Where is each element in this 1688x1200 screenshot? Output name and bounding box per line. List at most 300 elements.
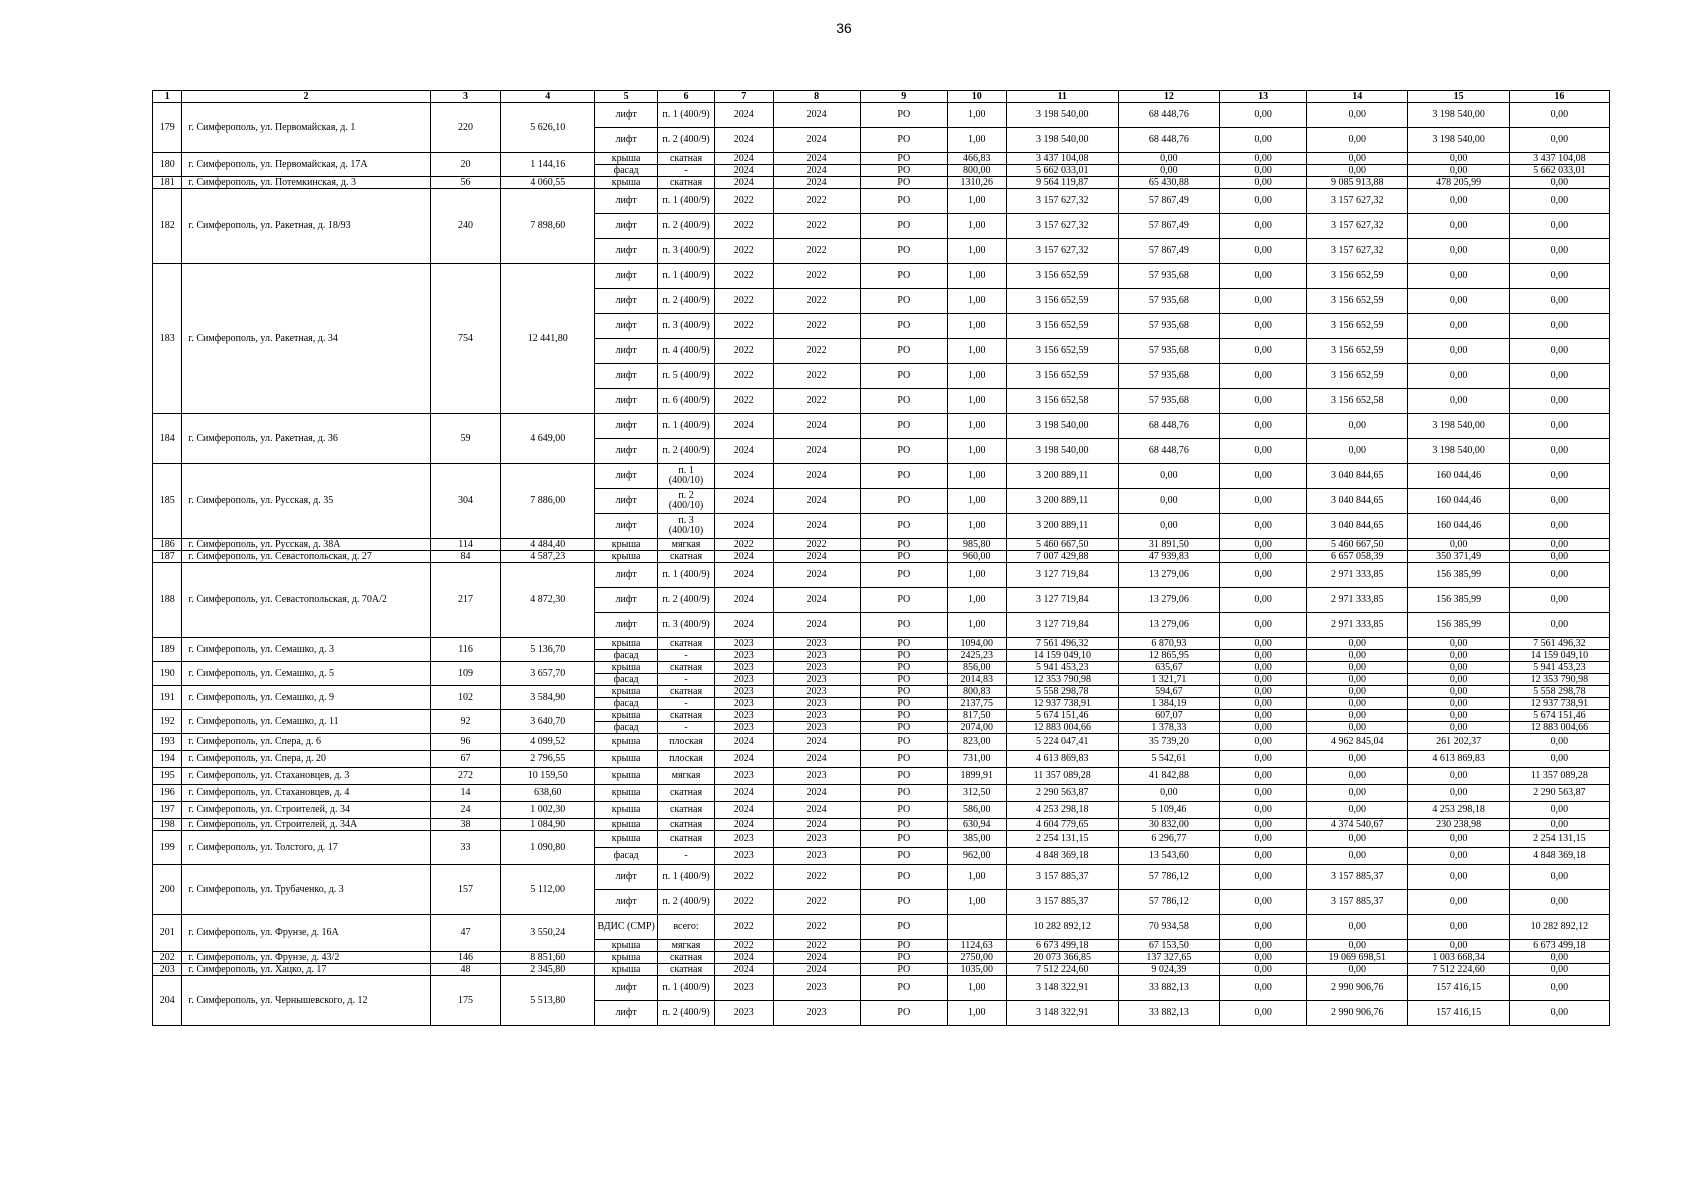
cell-col8: 2022 bbox=[773, 389, 860, 414]
cell-col9: РО bbox=[860, 539, 947, 551]
cell-col8: 2024 bbox=[773, 563, 860, 588]
row-number-cell: 194 bbox=[153, 751, 182, 768]
cell-col3: 92 bbox=[430, 710, 501, 734]
cell-col9: РО bbox=[860, 890, 947, 915]
cell-col14: 0,00 bbox=[1307, 439, 1408, 464]
cell-col9: РО bbox=[860, 339, 947, 364]
cell-col7: 2023 bbox=[714, 662, 773, 674]
cell-col11: 5 941 453,23 bbox=[1006, 662, 1118, 674]
cell-col12: 635,67 bbox=[1118, 662, 1219, 674]
table-row bbox=[153, 662, 1610, 674]
cell-col12: 0,00 bbox=[1118, 489, 1219, 514]
cell-col11: 3 127 719,84 bbox=[1006, 613, 1118, 638]
table-row bbox=[153, 103, 1610, 128]
cell-col3: 272 bbox=[430, 768, 501, 785]
cell-col5: лифт bbox=[595, 214, 658, 239]
cell-col7: 2023 bbox=[714, 686, 773, 698]
cell-col10: 800,00 bbox=[947, 165, 1006, 177]
cell-col13: 0,00 bbox=[1220, 865, 1307, 890]
cell-col10: 962,00 bbox=[947, 848, 1006, 865]
cell-col5: лифт bbox=[595, 613, 658, 638]
cell-col15: 160 044,46 bbox=[1408, 489, 1509, 514]
cell-col15: 0,00 bbox=[1408, 662, 1509, 674]
table-row bbox=[153, 464, 1610, 489]
cell-col10: 856,00 bbox=[947, 662, 1006, 674]
cell-col9: РО bbox=[860, 915, 947, 940]
cell-col16: 0,00 bbox=[1509, 439, 1609, 464]
cell-col3: 96 bbox=[430, 734, 501, 751]
cell-col12: 65 430,88 bbox=[1118, 177, 1219, 189]
cell-col16: 0,00 bbox=[1509, 734, 1609, 751]
cell-col13: 0,00 bbox=[1220, 964, 1307, 976]
cell-col5: лифт bbox=[595, 439, 658, 464]
cell-col9: РО bbox=[860, 588, 947, 613]
cell-col8: 2023 bbox=[773, 650, 860, 662]
cell-col15: 0,00 bbox=[1408, 165, 1509, 177]
table-row bbox=[153, 964, 1610, 976]
cell-col6: п. 2 (400/9) bbox=[658, 289, 715, 314]
cell-col7: 2022 bbox=[714, 289, 773, 314]
cell-col9: РО bbox=[860, 128, 947, 153]
cell-col11: 3 127 719,84 bbox=[1006, 588, 1118, 613]
cell-col13: 0,00 bbox=[1220, 802, 1307, 819]
cell-col15: 0,00 bbox=[1408, 710, 1509, 722]
cell-col15: 478 205,99 bbox=[1408, 177, 1509, 189]
cell-col6: п. 1 (400/9) bbox=[658, 563, 715, 588]
cell-col16: 0,00 bbox=[1509, 189, 1609, 214]
cell-col8: 2023 bbox=[773, 722, 860, 734]
cell-col11: 12 883 004,66 bbox=[1006, 722, 1118, 734]
table-header bbox=[153, 91, 1610, 103]
cell-col7: 2024 bbox=[714, 177, 773, 189]
cell-col6: скатная bbox=[658, 819, 715, 831]
cell-col11: 5 558 298,78 bbox=[1006, 686, 1118, 698]
cell-col11: 12 353 790,98 bbox=[1006, 674, 1118, 686]
cell-col5: лифт bbox=[595, 865, 658, 890]
cell-col6: п. 3 (400/9) bbox=[658, 613, 715, 638]
cell-col6: - bbox=[658, 674, 715, 686]
address-cell: г. Симферополь, ул. Чернышевского, д. 12 bbox=[182, 976, 430, 1026]
row-number-cell: 188 bbox=[153, 563, 182, 638]
cell-col14: 6 657 058,39 bbox=[1307, 551, 1408, 563]
cell-col7: 2024 bbox=[714, 785, 773, 802]
cell-col8: 2023 bbox=[773, 674, 860, 686]
cell-col16: 12 937 738,91 bbox=[1509, 698, 1609, 710]
cell-col12: 57 867,49 bbox=[1118, 214, 1219, 239]
cell-col7: 2023 bbox=[714, 674, 773, 686]
row-number-cell: 195 bbox=[153, 768, 182, 785]
table-row bbox=[153, 802, 1610, 819]
cell-col6: п. 3 (400/10) bbox=[658, 514, 715, 539]
cell-col8: 2024 bbox=[773, 177, 860, 189]
cell-col13: 0,00 bbox=[1220, 314, 1307, 339]
cell-col10 bbox=[947, 915, 1006, 940]
cell-col10: 960,00 bbox=[947, 551, 1006, 563]
address-cell: г. Симферополь, ул. Спера, д. 6 bbox=[182, 734, 430, 751]
cell-col4: 4 099,52 bbox=[501, 734, 595, 751]
table-row bbox=[153, 710, 1610, 722]
cell-col9: РО bbox=[860, 976, 947, 1001]
cell-col8: 2023 bbox=[773, 848, 860, 865]
row-number-cell: 186 bbox=[153, 539, 182, 551]
cell-col11: 6 673 499,18 bbox=[1006, 940, 1118, 952]
cell-col14: 3 157 885,37 bbox=[1307, 865, 1408, 890]
table-row bbox=[153, 734, 1610, 751]
cell-col9: РО bbox=[860, 389, 947, 414]
cell-col10: 2074,00 bbox=[947, 722, 1006, 734]
cell-col11: 2 254 131,15 bbox=[1006, 831, 1118, 848]
cell-col6: - bbox=[658, 722, 715, 734]
cell-col12: 47 939,83 bbox=[1118, 551, 1219, 563]
cell-col16: 10 282 892,12 bbox=[1509, 915, 1609, 940]
address-cell: г. Симферополь, ул. Русская, д. 38А bbox=[182, 539, 430, 551]
table-row bbox=[153, 751, 1610, 768]
column-header: 9 bbox=[860, 91, 947, 103]
cell-col6: скатная bbox=[658, 551, 715, 563]
cell-col14: 0,00 bbox=[1307, 802, 1408, 819]
cell-col15: 230 238,98 bbox=[1408, 819, 1509, 831]
cell-col15: 160 044,46 bbox=[1408, 514, 1509, 539]
cell-col7: 2023 bbox=[714, 710, 773, 722]
cell-col10: 2425,23 bbox=[947, 650, 1006, 662]
cell-col15: 156 385,99 bbox=[1408, 563, 1509, 588]
cell-col14: 3 156 652,59 bbox=[1307, 364, 1408, 389]
cell-col13: 0,00 bbox=[1220, 551, 1307, 563]
cell-col9: РО bbox=[860, 153, 947, 165]
cell-col12: 31 891,50 bbox=[1118, 539, 1219, 551]
cell-col15: 0,00 bbox=[1408, 686, 1509, 698]
cell-col10: 1,00 bbox=[947, 439, 1006, 464]
cell-col5: крыша bbox=[595, 662, 658, 674]
table-row bbox=[153, 819, 1610, 831]
cell-col16: 0,00 bbox=[1509, 751, 1609, 768]
cell-col6: п. 1 (400/9) bbox=[658, 264, 715, 289]
cell-col6: всего: bbox=[658, 915, 715, 940]
cell-col9: РО bbox=[860, 848, 947, 865]
address-cell: г. Симферополь, ул. Строителей, д. 34 bbox=[182, 802, 430, 819]
cell-col16: 2 290 563,87 bbox=[1509, 785, 1609, 802]
cell-col4: 5 136,70 bbox=[501, 638, 595, 662]
cell-col15: 0,00 bbox=[1408, 915, 1509, 940]
cell-col10: 1,00 bbox=[947, 314, 1006, 339]
cell-col13: 0,00 bbox=[1220, 831, 1307, 848]
table-row bbox=[153, 551, 1610, 563]
cell-col10: 1,00 bbox=[947, 103, 1006, 128]
cell-col12: 0,00 bbox=[1118, 165, 1219, 177]
cell-col11: 11 357 089,28 bbox=[1006, 768, 1118, 785]
cell-col14: 0,00 bbox=[1307, 915, 1408, 940]
cell-col10: 312,50 bbox=[947, 785, 1006, 802]
cell-col7: 2024 bbox=[714, 802, 773, 819]
cell-col5: крыша bbox=[595, 638, 658, 650]
address-cell: г. Симферополь, ул. Потемкинская, д. 3 bbox=[182, 177, 430, 189]
cell-col9: РО bbox=[860, 514, 947, 539]
cell-col14: 0,00 bbox=[1307, 128, 1408, 153]
address-cell: г. Симферополь, ул. Семашко, д. 5 bbox=[182, 662, 430, 686]
cell-col7: 2022 bbox=[714, 865, 773, 890]
cell-col6: мягкая bbox=[658, 940, 715, 952]
cell-col5: крыша bbox=[595, 768, 658, 785]
cell-col3: 157 bbox=[430, 865, 501, 915]
cell-col6: п. 2 (400/10) bbox=[658, 489, 715, 514]
cell-col16: 12 353 790,98 bbox=[1509, 674, 1609, 686]
cell-col5: крыша bbox=[595, 831, 658, 848]
cell-col11: 12 937 738,91 bbox=[1006, 698, 1118, 710]
cell-col7: 2022 bbox=[714, 364, 773, 389]
cell-col7: 2024 bbox=[714, 751, 773, 768]
cell-col9: РО bbox=[860, 439, 947, 464]
cell-col14: 2 971 333,85 bbox=[1307, 588, 1408, 613]
cell-col4: 12 441,80 bbox=[501, 264, 595, 414]
cell-col12: 6 296,77 bbox=[1118, 831, 1219, 848]
cell-col16: 12 883 004,66 bbox=[1509, 722, 1609, 734]
cell-col8: 2022 bbox=[773, 189, 860, 214]
cell-col6: п. 1 (400/9) bbox=[658, 414, 715, 439]
cell-col14: 4 962 845,04 bbox=[1307, 734, 1408, 751]
cell-col15: 0,00 bbox=[1408, 539, 1509, 551]
column-header: 4 bbox=[501, 91, 595, 103]
cell-col7: 2024 bbox=[714, 153, 773, 165]
cell-col3: 84 bbox=[430, 551, 501, 563]
cell-col14: 0,00 bbox=[1307, 165, 1408, 177]
cell-col14: 0,00 bbox=[1307, 153, 1408, 165]
cell-col8: 2022 bbox=[773, 865, 860, 890]
cell-col6: п. 5 (400/9) bbox=[658, 364, 715, 389]
cell-col16: 14 159 049,10 bbox=[1509, 650, 1609, 662]
cell-col15: 3 198 540,00 bbox=[1408, 103, 1509, 128]
cell-col16: 0,00 bbox=[1509, 964, 1609, 976]
cell-col14: 0,00 bbox=[1307, 650, 1408, 662]
address-cell: г. Симферополь, ул. Ракетная, д. 34 bbox=[182, 264, 430, 414]
cell-col7: 2024 bbox=[714, 439, 773, 464]
cell-col15: 0,00 bbox=[1408, 389, 1509, 414]
cell-col12: 0,00 bbox=[1118, 785, 1219, 802]
cell-col8: 2023 bbox=[773, 831, 860, 848]
cell-col11: 4 604 779,65 bbox=[1006, 819, 1118, 831]
cell-col15: 0,00 bbox=[1408, 364, 1509, 389]
cell-col11: 7 007 429,88 bbox=[1006, 551, 1118, 563]
cell-col12: 0,00 bbox=[1118, 514, 1219, 539]
cell-col14: 0,00 bbox=[1307, 768, 1408, 785]
cell-col3: 175 bbox=[430, 976, 501, 1026]
cell-col12: 57 935,68 bbox=[1118, 264, 1219, 289]
column-header: 3 bbox=[430, 91, 501, 103]
cell-col3: 67 bbox=[430, 751, 501, 768]
cell-col13: 0,00 bbox=[1220, 489, 1307, 514]
cell-col4: 1 002,30 bbox=[501, 802, 595, 819]
cell-col7: 2023 bbox=[714, 768, 773, 785]
cell-col10: 1,00 bbox=[947, 1001, 1006, 1026]
cell-col15: 156 385,99 bbox=[1408, 588, 1509, 613]
cell-col16: 0,00 bbox=[1509, 802, 1609, 819]
address-cell: г. Симферополь, ул. Ракетная, д. 36 bbox=[182, 414, 430, 464]
cell-col8: 2024 bbox=[773, 153, 860, 165]
cell-col10: 1,00 bbox=[947, 214, 1006, 239]
cell-col16: 0,00 bbox=[1509, 414, 1609, 439]
address-cell: г. Симферополь, ул. Семашко, д. 3 bbox=[182, 638, 430, 662]
cell-col15: 0,00 bbox=[1408, 890, 1509, 915]
cell-col13: 0,00 bbox=[1220, 710, 1307, 722]
cell-col12: 57 935,68 bbox=[1118, 389, 1219, 414]
cell-col12: 0,00 bbox=[1118, 153, 1219, 165]
address-cell: г. Симферополь, ул. Трубаченко, д. 3 bbox=[182, 865, 430, 915]
cell-col15: 0,00 bbox=[1408, 314, 1509, 339]
cell-col14: 0,00 bbox=[1307, 831, 1408, 848]
cell-col5: лифт bbox=[595, 239, 658, 264]
cell-col3: 20 bbox=[430, 153, 501, 177]
cell-col16: 0,00 bbox=[1509, 214, 1609, 239]
cell-col8: 2024 bbox=[773, 819, 860, 831]
cell-col14: 3 157 885,37 bbox=[1307, 890, 1408, 915]
cell-col16: 5 558 298,78 bbox=[1509, 686, 1609, 698]
cell-col6: п. 2 (400/9) bbox=[658, 890, 715, 915]
cell-col10: 800,83 bbox=[947, 686, 1006, 698]
cell-col9: РО bbox=[860, 674, 947, 686]
cell-col3: 109 bbox=[430, 662, 501, 686]
cell-col8: 2024 bbox=[773, 439, 860, 464]
cell-col14: 0,00 bbox=[1307, 848, 1408, 865]
cell-col7: 2022 bbox=[714, 890, 773, 915]
cell-col14: 0,00 bbox=[1307, 964, 1408, 976]
cell-col10: 1,00 bbox=[947, 289, 1006, 314]
cell-col12: 137 327,65 bbox=[1118, 952, 1219, 964]
row-number-cell: 204 bbox=[153, 976, 182, 1026]
cell-col16: 0,00 bbox=[1509, 819, 1609, 831]
cell-col10: 1,00 bbox=[947, 189, 1006, 214]
cell-col16: 0,00 bbox=[1509, 952, 1609, 964]
cell-col7: 2024 bbox=[714, 103, 773, 128]
cell-col5: лифт bbox=[595, 489, 658, 514]
cell-col10: 1,00 bbox=[947, 489, 1006, 514]
cell-col12: 33 882,13 bbox=[1118, 976, 1219, 1001]
cell-col6: скатная bbox=[658, 638, 715, 650]
address-cell: г. Симферополь, ул. Стахановцев, д. 4 bbox=[182, 785, 430, 802]
cell-col3: 24 bbox=[430, 802, 501, 819]
row-number-cell: 190 bbox=[153, 662, 182, 686]
cell-col14: 3 156 652,59 bbox=[1307, 339, 1408, 364]
row-number-cell: 201 bbox=[153, 915, 182, 952]
cell-col15: 0,00 bbox=[1408, 940, 1509, 952]
cell-col14: 2 990 906,76 bbox=[1307, 976, 1408, 1001]
column-header: 12 bbox=[1118, 91, 1219, 103]
cell-col10: 1,00 bbox=[947, 264, 1006, 289]
cell-col11: 20 073 366,85 bbox=[1006, 952, 1118, 964]
cell-col5: крыша bbox=[595, 751, 658, 768]
address-cell: г. Симферополь, ул. Русская, д. 35 bbox=[182, 464, 430, 539]
cell-col11: 4 253 298,18 bbox=[1006, 802, 1118, 819]
cell-col12: 35 739,20 bbox=[1118, 734, 1219, 751]
cell-col15: 350 371,49 bbox=[1408, 551, 1509, 563]
row-number-cell: 203 bbox=[153, 964, 182, 976]
cell-col13: 0,00 bbox=[1220, 638, 1307, 650]
cell-col11: 3 198 540,00 bbox=[1006, 414, 1118, 439]
table-row bbox=[153, 915, 1610, 940]
cell-col7: 2024 bbox=[714, 414, 773, 439]
cell-col4: 1 144,16 bbox=[501, 153, 595, 177]
cell-col13: 0,00 bbox=[1220, 588, 1307, 613]
cell-col13: 0,00 bbox=[1220, 976, 1307, 1001]
cell-col10: 1,00 bbox=[947, 588, 1006, 613]
address-cell: г. Симферополь, ул. Семашко, д. 11 bbox=[182, 710, 430, 734]
column-header: 14 bbox=[1307, 91, 1408, 103]
cell-col9: РО bbox=[860, 103, 947, 128]
cell-col15: 4 613 869,83 bbox=[1408, 751, 1509, 768]
cell-col7: 2022 bbox=[714, 915, 773, 940]
cell-col8: 2022 bbox=[773, 264, 860, 289]
cell-col12: 12 865,95 bbox=[1118, 650, 1219, 662]
table-row bbox=[153, 638, 1610, 650]
cell-col5: крыша bbox=[595, 710, 658, 722]
cell-col16: 0,00 bbox=[1509, 264, 1609, 289]
row-number-cell: 181 bbox=[153, 177, 182, 189]
row-number-cell: 198 bbox=[153, 819, 182, 831]
cell-col9: РО bbox=[860, 686, 947, 698]
cell-col8: 2023 bbox=[773, 1001, 860, 1026]
table-row bbox=[153, 768, 1610, 785]
row-number-cell: 193 bbox=[153, 734, 182, 751]
cell-col8: 2022 bbox=[773, 915, 860, 940]
cell-col11: 7 561 496,32 bbox=[1006, 638, 1118, 650]
cell-col5: лифт bbox=[595, 289, 658, 314]
cell-col6: п. 1 (400/9) bbox=[658, 103, 715, 128]
cell-col10: 466,83 bbox=[947, 153, 1006, 165]
cell-col7: 2023 bbox=[714, 650, 773, 662]
cell-col9: РО bbox=[860, 489, 947, 514]
cell-col6: скатная bbox=[658, 686, 715, 698]
cell-col13: 0,00 bbox=[1220, 940, 1307, 952]
column-header: 7 bbox=[714, 91, 773, 103]
row-number-cell: 191 bbox=[153, 686, 182, 710]
cell-col6: плоская bbox=[658, 751, 715, 768]
cell-col10: 1,00 bbox=[947, 339, 1006, 364]
cell-col14: 2 971 333,85 bbox=[1307, 613, 1408, 638]
cell-col11: 3 200 889,11 bbox=[1006, 514, 1118, 539]
row-number-cell: 192 bbox=[153, 710, 182, 734]
row-number-cell: 183 bbox=[153, 264, 182, 414]
cell-col14: 0,00 bbox=[1307, 940, 1408, 952]
cell-col7: 2024 bbox=[714, 551, 773, 563]
cell-col10: 1,00 bbox=[947, 239, 1006, 264]
cell-col10: 586,00 bbox=[947, 802, 1006, 819]
cell-col10: 1,00 bbox=[947, 128, 1006, 153]
cell-col9: РО bbox=[860, 563, 947, 588]
cell-col4: 3 657,70 bbox=[501, 662, 595, 686]
cell-col4: 2 345,80 bbox=[501, 964, 595, 976]
cell-col12: 57 867,49 bbox=[1118, 239, 1219, 264]
address-cell: г. Симферополь, ул. Толстого, д. 17 bbox=[182, 831, 430, 865]
cell-col6: п. 6 (400/9) bbox=[658, 389, 715, 414]
cell-col14: 3 156 652,59 bbox=[1307, 289, 1408, 314]
cell-col9: РО bbox=[860, 662, 947, 674]
cell-col12: 13 279,06 bbox=[1118, 613, 1219, 638]
cell-col13: 0,00 bbox=[1220, 674, 1307, 686]
cell-col13: 0,00 bbox=[1220, 650, 1307, 662]
cell-col7: 2023 bbox=[714, 831, 773, 848]
cell-col16: 0,00 bbox=[1509, 289, 1609, 314]
cell-col6: - bbox=[658, 165, 715, 177]
cell-col10: 985,80 bbox=[947, 539, 1006, 551]
cell-col11: 3 156 652,58 bbox=[1006, 389, 1118, 414]
cell-col11: 3 156 652,59 bbox=[1006, 264, 1118, 289]
cell-col5: лифт bbox=[595, 189, 658, 214]
cell-col15: 0,00 bbox=[1408, 650, 1509, 662]
cell-col5: крыша bbox=[595, 734, 658, 751]
cell-col16: 0,00 bbox=[1509, 551, 1609, 563]
cell-col13: 0,00 bbox=[1220, 239, 1307, 264]
cell-col14: 0,00 bbox=[1307, 785, 1408, 802]
cell-col12: 33 882,13 bbox=[1118, 1001, 1219, 1026]
cell-col8: 2024 bbox=[773, 785, 860, 802]
